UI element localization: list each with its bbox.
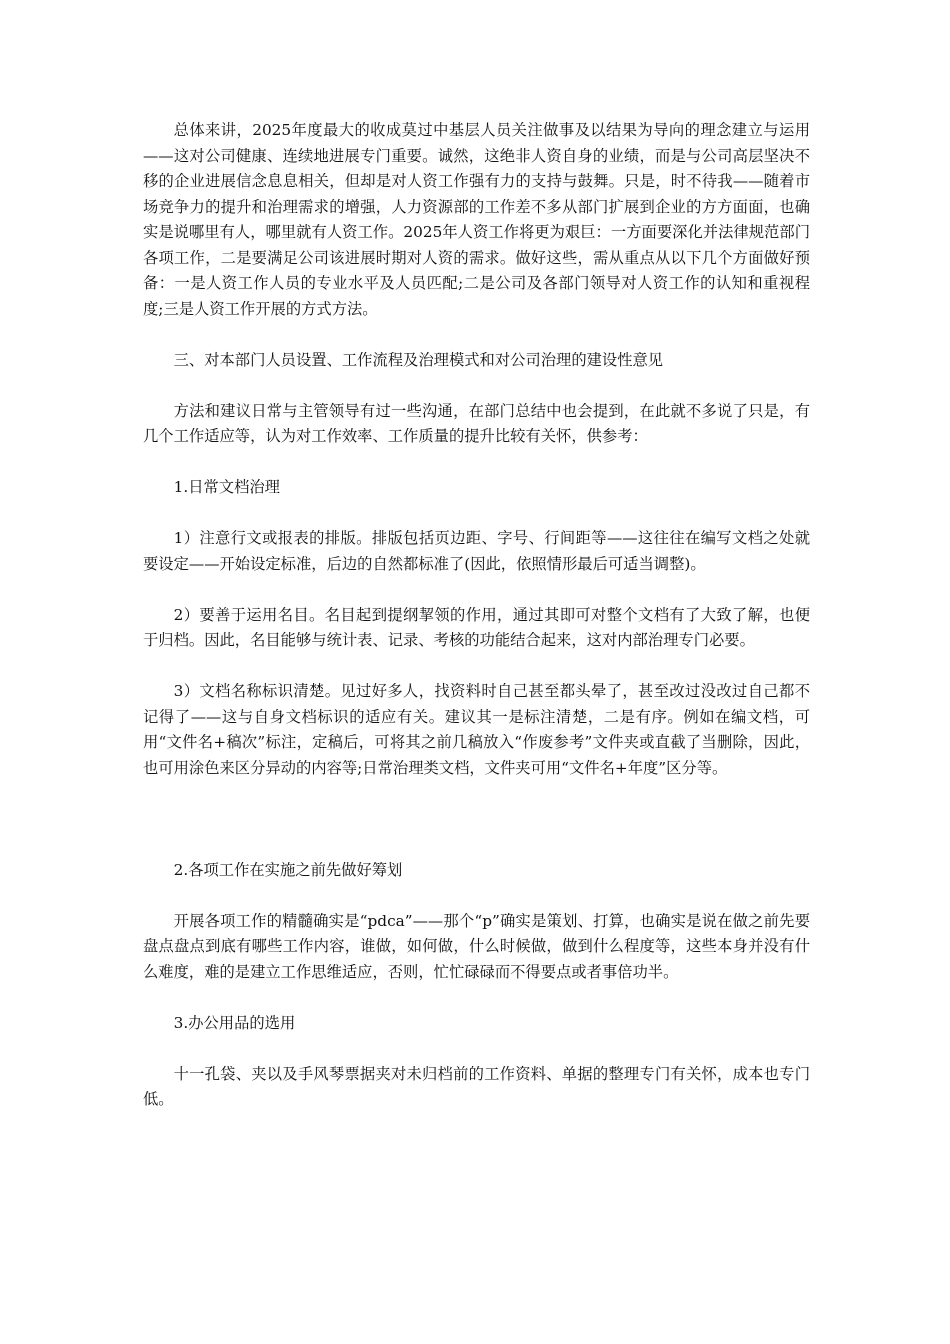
subheading-document-management: 1.日常文档治理	[173, 478, 280, 496]
list-item-file-naming: 3）文档名称标识清楚。见过好多人，找资料时自己甚至都头晕了，甚至改过没改过自己都不记得了——这与自身文档标识的适应有关。建议其一是标注清楚，二是有序。例如在编文档，可用“文件名+稿次”标注，定稿后，可将其之前几稿放入“作废参考”文件夹或直截了当删除，因此，也可用涂色来区分异动的内容等;日常治理类文档，文件夹可用“文件名+年度”区分等。	[143, 682, 810, 777]
section-heading-3: 三、对本部门人员设置、工作流程及治理模式和对公司治理的建设性意见	[173, 350, 664, 369]
spacer	[143, 654, 810, 680]
spacer	[143, 577, 810, 603]
spacer	[143, 985, 810, 1011]
subheading-office-supplies: 3.办公用品的选用	[173, 1013, 296, 1032]
spacer	[143, 322, 810, 348]
paragraph-pdca: 开展各项工作的精髓确实是“pdca”——那个“p”确实是策划、打算，也确实是说在做之前先要盘点盘点到底有哪些工作内容，谁做，如何做，什么时候做，做到什么程度等，这些本身并没有什么难度，难的是建立工作思维适应，否则，忙忙碌碌而不得要点或者事倍功半。	[143, 911, 810, 981]
spacer	[143, 883, 810, 909]
spacer-large	[143, 781, 810, 858]
list-item-table-of-contents: 2）要善于运用名目。名目起到提纲挈领的作用，通过其即可对整个文档有了大致了解，也便于归档。因此，名目能够与统计表、记录、考核的功能结合起来，这对内部治理专门必要。	[143, 605, 810, 649]
paragraph-office-supplies: 十一孔袋、夹以及手风琴票据夹对未归档前的工作资料、单据的整理专门有关怀，成本也专门低。	[143, 1064, 810, 1108]
spacer	[143, 450, 810, 476]
subheading-planning: 2.各项工作在实施之前先做好筹划	[173, 860, 403, 879]
spacer	[143, 373, 810, 399]
paragraph-suggestions-intro: 方法和建议日常与主管领导有过一些沟通，在部门总结中也会提到，在此就不多说了只是，有几个工作适应等，认为对工作效率、工作质量的提升比较有关怀，供参考：	[143, 401, 810, 445]
list-item-layout: 1）注意行文或报表的排版。排版包括页边距、字号、行间距等——这往往在编写文档之处就要设定——开始设定标准，后边的自然都标准了(因此，依照情形最后可适当调整)。	[143, 529, 810, 573]
paragraph-summary: 总体来讲，2025年度最大的收成莫过中基层人员关注做事及以结果为导向的理念建立与运用——这对公司健康、连续地进展专门重要。诚然，这绝非人资自身的业绩，而是与公司高层坚决不移的企业进展信念息息相关，但却是对人资工作强有力的支持与鼓舞。只是，时不待我——随着市场竞争力的提升和治理需求的增强，人力资源部的工作差不多从部门扩展到企业的方方面面，也确实是说哪里有人，哪里就有人资工作。2025年人资工作将更为艰巨：一方面要深化并法律规范部门各项工作，二是要满足公司该进展时期对人资的需求。做好这些，需从重点从以下几个方面做好预备：一是人资工作人员的专业水平及人员匹配;二是公司及各部门领导对人资工作的认知和重视程度;三是人资工作开展的方式方法。	[143, 121, 810, 318]
spacer	[143, 1036, 810, 1062]
spacer	[143, 501, 810, 527]
document-body	[143, 118, 810, 1113]
